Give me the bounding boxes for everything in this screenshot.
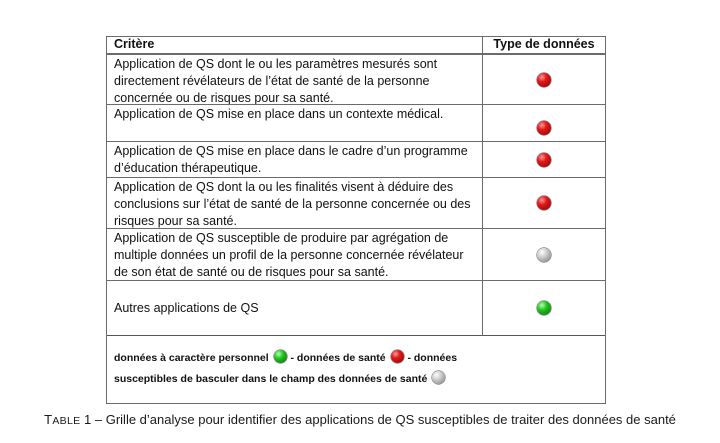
criterion-cell: Application de QS dont la ou les finalités visent à déduire des conclusions sur l’état de santé de la personne concernée ou des risques pour sa santé. — [107, 178, 483, 229]
legend-health-data: - données de santé — [290, 352, 386, 364]
data-type-cell — [483, 178, 605, 229]
red-dot-icon — [537, 153, 551, 167]
table-caption — [0, 412, 720, 427]
caption-number: 1 — [84, 412, 92, 427]
criterion-cell: Application de QS mise en place dans le cadre d’un programme d’éducation thérapeutique. — [107, 142, 483, 178]
green-dot-icon — [274, 350, 287, 363]
criterion-cell: Application de QS susceptible de produire par agrégation de multiple données un profil de la personne concernée révélateur de son état de santé ou de risques pour sa santé. — [107, 229, 483, 281]
red-dot-icon — [537, 196, 551, 210]
criterion-cell: Application de QS dont le ou les paramètres mesurés sont directement révélateurs de l’état de santé de la personne concernée ou de risques pour sa santé. — [107, 54, 483, 105]
criteria-table — [106, 36, 606, 404]
red-dot-icon — [537, 121, 551, 135]
table-legend — [107, 336, 605, 403]
legend-switching-data-a: - données — [407, 352, 458, 364]
data-type-cell — [483, 142, 605, 178]
criterion-cell — [107, 281, 483, 336]
data-type-cell — [483, 229, 605, 281]
green-dot-icon — [537, 301, 551, 315]
caption-label: TABLE — [44, 412, 81, 427]
data-type-cell — [483, 54, 605, 105]
red-dot-icon — [537, 73, 551, 87]
criterion-text: Autres applications de QS — [114, 301, 259, 315]
criterion-cell: Application de QS mise en place dans un contexte médical. — [107, 105, 483, 142]
data-type-cell — [483, 281, 605, 336]
data-type-cell — [483, 105, 605, 142]
legend-personal-data: données à caractère personnel — [114, 352, 269, 364]
grey-dot-icon — [432, 371, 445, 384]
header-data-type: Type de données — [483, 37, 605, 54]
grey-dot-icon — [537, 248, 551, 262]
legend-switching-data-b: susceptibles de basculer dans le champ des données de santé — [114, 373, 428, 385]
header-criterion: Critère — [107, 37, 483, 54]
caption-text: – Grille d’analyse pour identifier des applications de QS susceptibles de traiter des données de santé — [94, 412, 676, 427]
red-dot-icon — [391, 350, 404, 363]
